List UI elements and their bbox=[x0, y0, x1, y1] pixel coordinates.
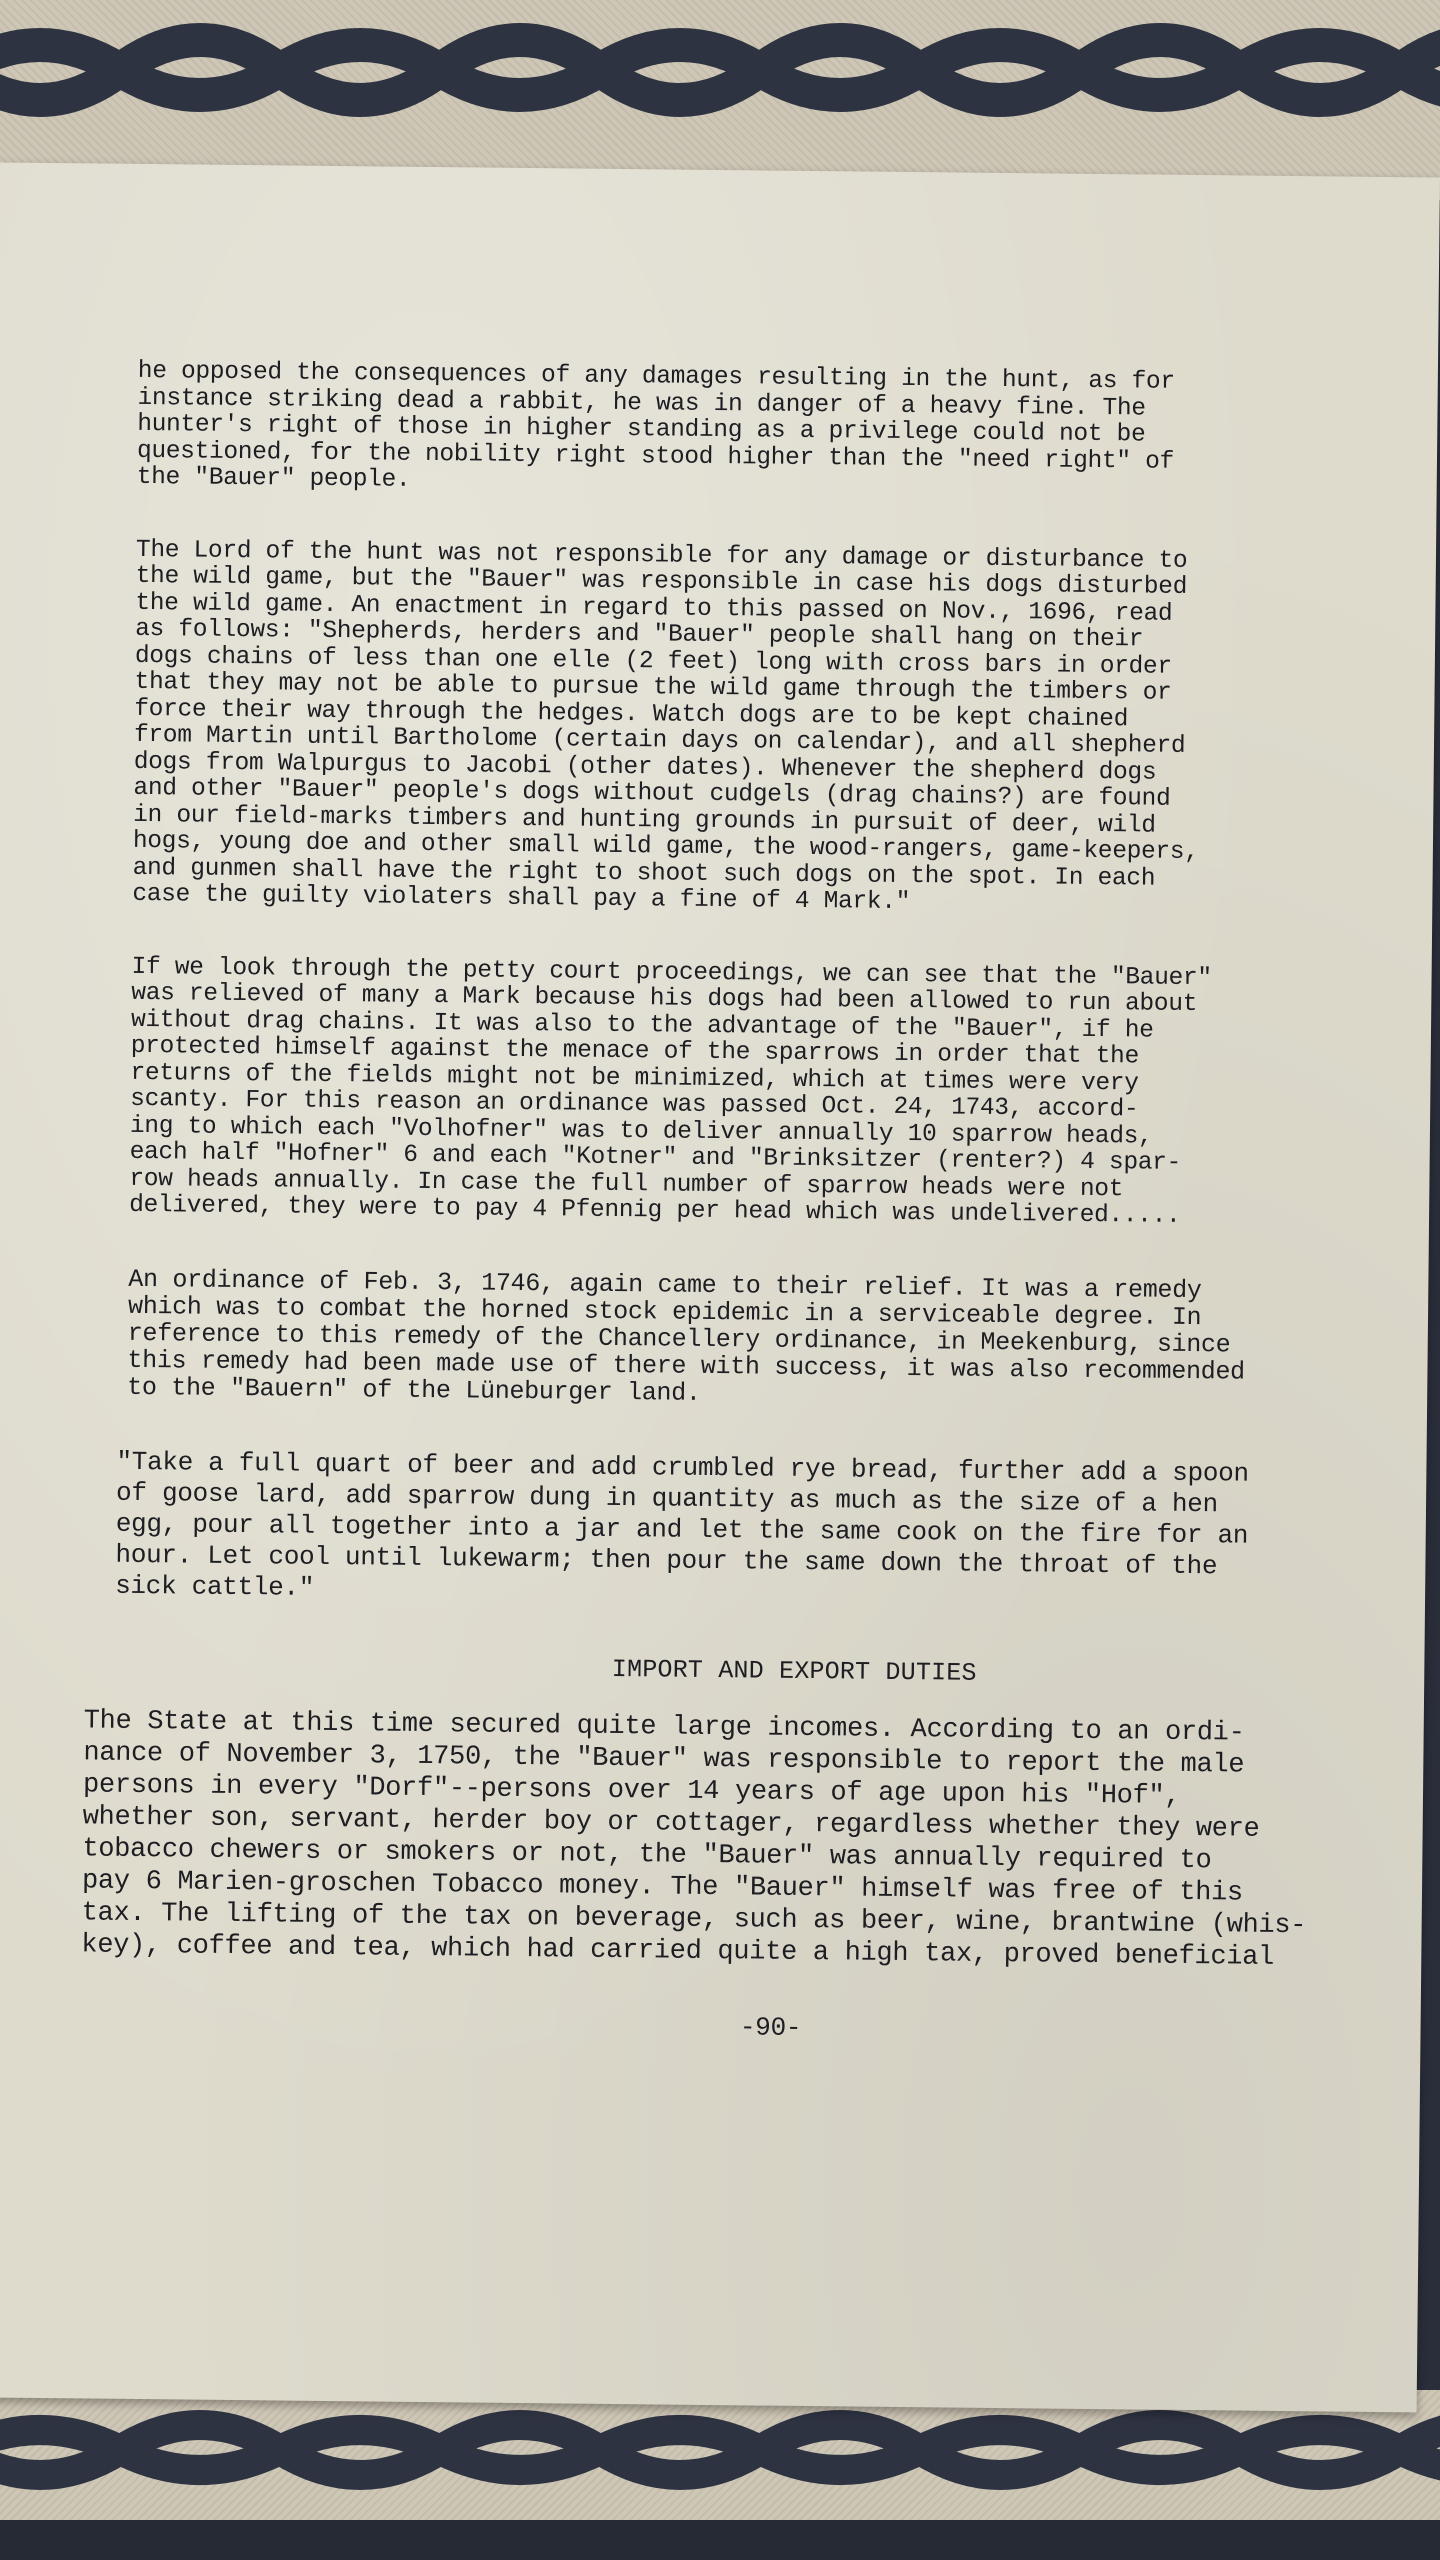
section-heading: IMPORT AND EXPORT DUTIES bbox=[611, 1654, 977, 1688]
document-page bbox=[0, 162, 1440, 2412]
page-content bbox=[81, 357, 1347, 2047]
fabric-band-bottom bbox=[0, 2390, 1440, 2560]
page-number: -90- bbox=[739, 2012, 802, 2043]
paragraph-court-proceedings: If we look through the petty court proceedings, we can see that the "Bauer" was relieved of many a Mark because his dogs had been allowed to run about without drag chains. It was also to the advantage of the "Bauer", if he protected himself against the menace of the sparrows in order that the returns of the fields might not be minimized, which at times were very scanty. For this reason an ordinance was passed Oct. 24, 1743, accord- ing to which each "Volhofner" was to deliver annually 10 sparrow heads, each half "Hofner" 6 and each "Kotner" and "Brinksitzer (renter?) 4 spar- row heads annually. In case the full number of sparrow heads were not delivered, they were to pay 4 Pfennig per head which was undelivered..... bbox=[128, 953, 1212, 1230]
paragraph-ordinance-1746: An ordinance of Feb. 3, 1746, again came to their relief. It was a remedy which was to combat the horned stock epidemic in a serviceable degree. In reference to this remedy of the Chancellery ordinance, in Meekenburg, since this remedy had been made use of there with success, it was also recommended to the "Bauern" of the Lüneburger land. bbox=[127, 1264, 1245, 1408]
paragraph-lord-of-hunt: The Lord of the hunt was not responsible for any damage or disturbance to the wild game, but the "Bauer" was responsible in case his dogs disturbed the wild game. An enactment in regard to this passed on Nov., 1696, read as follows: "Shepherds, herders and "Bauer" people shall hang on their dogs chains of less than one elle (2 feet) long with cross bars in order that they may not be able to pursue the wild game through the timbers or force their way through the hedges. Watch dogs are to be kept chained from Martin until Bartholome (certain days on calendar), and all shepherd dogs from Walpurgus to Jacobi (other dates). Whenever the shepherd dogs and other "Bauer" people's dogs without cudgels (drag chains?) are found in our field-marks timbers and hunting grounds in pursuit of deer, wild hogs, young doe and other small wild game, the wood-rangers, game-keepers, and gunmen shall have the right to shoot such dogs on the spot. In each case the guilty violaters shall pay a fine of 4 Mark." bbox=[132, 536, 1199, 917]
paragraph-hunt-damages: he opposed the consequences of any damages resulting in the hunt, as for instance striking dead a rabbit, he was in danger of a heavy fine. The hunter's right of those in higher standing as a privilege could not be questioned, for the nobility right stood higher than the "need right" of the "Bauer" people. bbox=[136, 357, 1175, 494]
fabric-pattern-bottom bbox=[0, 2390, 1440, 2560]
paragraph-remedy-quote: "Take a full quart of beer and add crumbled rye bread, further add a spoon of goose lard, add sparrow dung in quantity as much as the size of a hen egg, pour all together into a jar and let the same cook on the fire for an hour. Let cool until lukewarm; then pour the same down the throat of the sick cattle." bbox=[114, 1446, 1249, 1603]
paragraph-state-incomes: The State at this time secured quite large incomes. According to an ordi- nance of November 3, 1750, the "Bauer" was responsible to report the male persons in every "Dorf"--persons over 14 years of age upon his "Hof", whether son, servant, herder boy or cottager, regardless whether they were tobacco chewers or smokers or not, the "Bauer" was annually required to pay 6 Marien-groschen Tobacco money. The "Bauer" himself was free of this tax. The lifting of the tax on beverage, such as beer, wine, brantwine (whis- key), coffee and tea, which had carried quite a high tax, proved beneficial bbox=[81, 1706, 1307, 1973]
